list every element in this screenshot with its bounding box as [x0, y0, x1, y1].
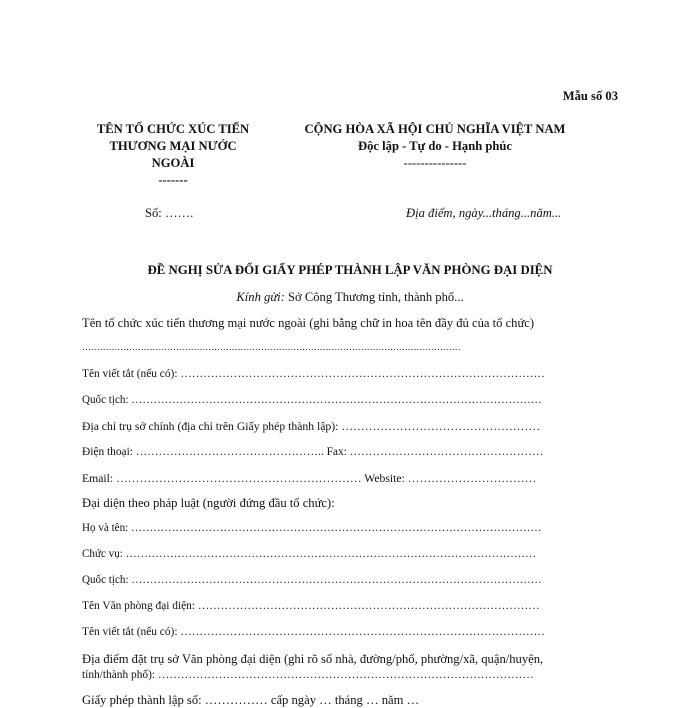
org-name-line-2: THƯƠNG MẠI NƯỚC [109, 139, 237, 153]
org-name-line-3: NGOÀI [151, 156, 195, 170]
field-org-name: Tên tổ chức xúc tiến thương mại nước ngoài (ghi bằng chữ in hoa tên đầy đủ của tổ chức) [82, 316, 535, 330]
document-title: ĐỀ NGHỊ SỬA ĐỔI GIẤY PHÉP THÀNH LẬP VĂN PHÒNG ĐẠI DIỆN [147, 263, 553, 277]
organization-name-block [80, 121, 266, 189]
field-legal-representative: Đại diện theo pháp luật (người đứng đầu tổ chức): [82, 496, 335, 510]
org-name-line-1: TÊN TỔ CHỨC XÚC TIẾN [96, 122, 250, 136]
national-title: CỘNG HÒA XÃ HỘI CHỦ NGHĨA VIỆT NAM [304, 122, 566, 136]
field-email-website: Email: ……………………………………………………… Website: …………………………… [82, 472, 537, 485]
form-number: Mẫu số 03 [562, 89, 618, 103]
recipient-value: Sở Công Thương tỉnh, thành phố... [284, 290, 464, 304]
national-motto: Độc lập - Tự do - Hạnh phúc [358, 139, 512, 153]
field-full-name: Họ và tên: ………………………………………………………………………………………………… [82, 522, 542, 534]
place-date: Địa điểm, ngày...tháng...năm... [406, 206, 562, 220]
field-org-name-blank: ………………………………………………………………………………………………………………… [82, 342, 461, 352]
field-office-location: Địa điểm đặt trụ sở Văn phòng đại diện (ghi rõ số nhà, đường/phố, phường/xã, quận/huyện, [82, 652, 544, 666]
field-office-location-cont: tỉnh/thành phố): ……………………………………………………………………………………… [82, 669, 534, 681]
national-separator: --------------- [403, 156, 467, 170]
document-number: Số: ……. [145, 206, 194, 220]
recipient-label: Kính gửi: [236, 290, 285, 304]
field-office-short-name: Tên viết tắt (nếu có): …………………………………………………………………………………… [82, 626, 545, 638]
field-office-name: Tên Văn phòng đại diện: ……………………………………………………………………………… [82, 600, 540, 612]
national-heading-block [275, 121, 595, 172]
field-nationality: Quốc tịch: ………………………………………………………………………………………………… [82, 394, 542, 406]
field-rep-nationality: Quốc tịch: ………………………………………………………………………………………………… [82, 574, 542, 586]
recipient-line [0, 290, 700, 305]
field-phone-fax: Điện thoại: ………………………………………….. Fax: …………………………………………… [82, 446, 544, 458]
org-separator: ------- [158, 173, 188, 187]
field-head-office-address: Địa chỉ trụ sở chính (địa chỉ trên Giấy phép thành lập): …………………………………………… [82, 420, 541, 433]
field-license-number: Giấy phép thành lập số: …………… cấp ngày … tháng … năm … [82, 693, 420, 707]
field-short-name: Tên viết tắt (nếu có): …………………………………………………………………………………… [82, 368, 545, 380]
field-position: Chức vụ: ………………………………………………………………………………………………… [82, 548, 537, 560]
